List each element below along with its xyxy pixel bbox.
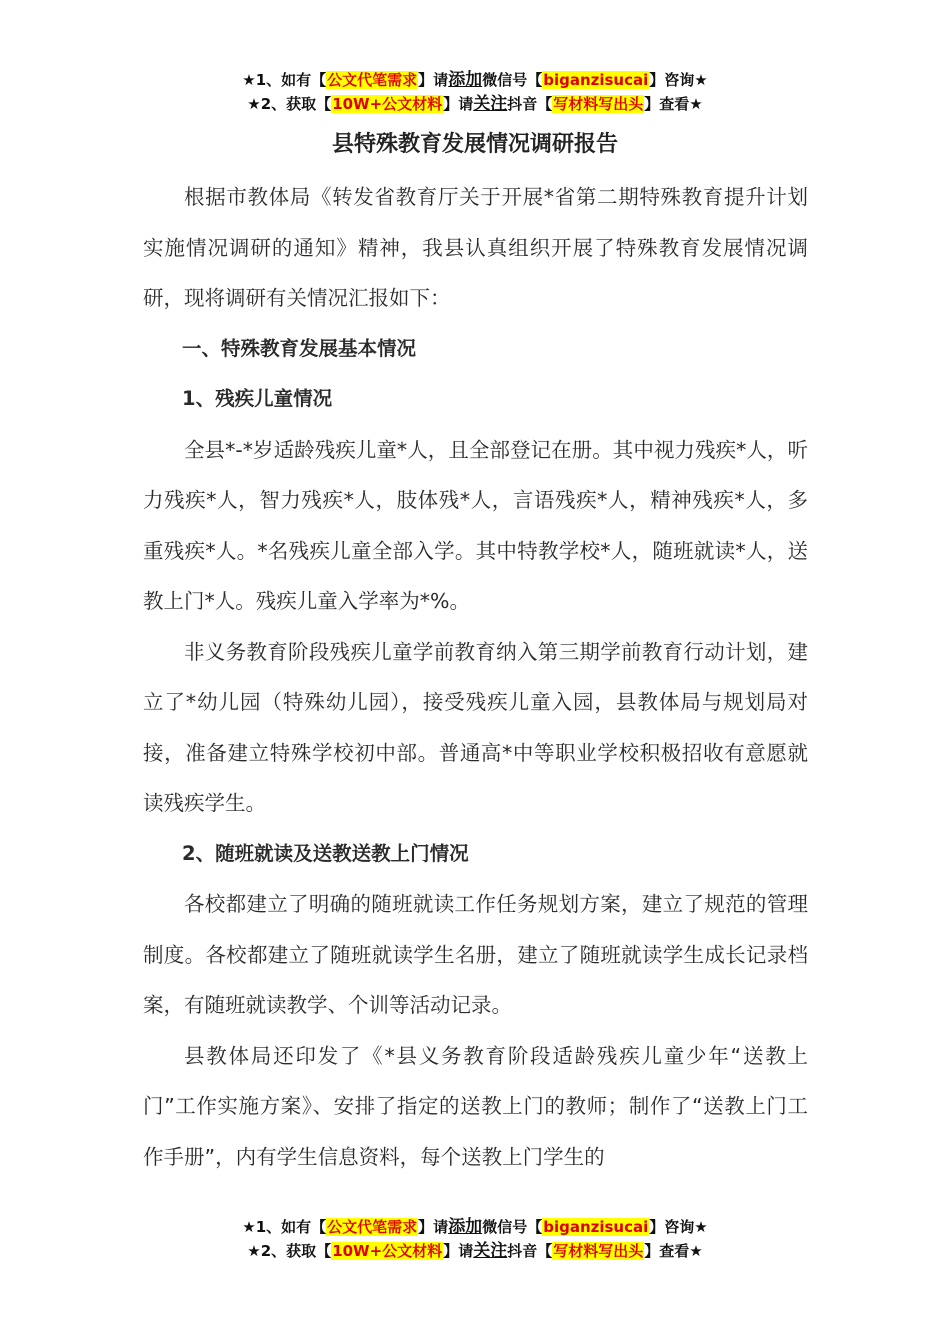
section-heading: 一、特殊教育发展基本情况 (182, 336, 417, 360)
promo-text: 抖音【 (507, 95, 553, 113)
promo-line-1 (0, 68, 950, 92)
promo-underlined-text: 关注 (473, 1241, 508, 1261)
promo-text: 】请 (418, 71, 449, 89)
promo-text: 】查看★ (644, 95, 703, 113)
document-body (143, 172, 808, 1182)
promo-text: 】查看★ (644, 1242, 703, 1260)
promo-line-2 (0, 1239, 950, 1263)
promo-highlight: 10W+公文材料 (332, 95, 443, 113)
promo-text: ★2、获取【 (247, 1242, 332, 1260)
promo-highlight: 10W+公文材料 (332, 1242, 443, 1260)
promo-text: 微信号【 (482, 71, 543, 89)
promo-highlight: 公文代笔需求 (327, 71, 418, 89)
subsection-heading: 1、残疾儿童情况 (182, 387, 333, 410)
promo-text: ★2、获取【 (247, 95, 332, 113)
promo-douyin-name: 写材料写出头 (553, 95, 644, 113)
promo-underlined-text: 添加 (448, 1217, 483, 1237)
subsection-heading: 2、随班就读及送教送教上门情况 (182, 841, 469, 865)
promo-text: 】请 (443, 1242, 474, 1260)
promo-text: ★1、如有【 (242, 71, 327, 89)
footer-promo-banner (0, 1215, 950, 1263)
document-title: 县特殊教育发展情况调研报告 (331, 132, 618, 157)
promo-text: 】请 (443, 95, 474, 113)
promo-douyin-name: 写材料写出头 (553, 1242, 644, 1260)
promo-text: 抖音【 (507, 1242, 553, 1260)
promo-underlined-text: 关注 (473, 94, 508, 114)
intro-paragraph: 根据市教体局《转发省教育厅关于开展*省第二期特殊教育提升计划实施情况调研的通知》精神，我县认真组织开展了特殊教育发展情况调研，现将调研有关情况汇报如下： (143, 185, 808, 310)
promo-line-1 (0, 1215, 950, 1239)
promo-wechat-id: biganzisucai (543, 71, 649, 89)
body-paragraph: 各校都建立了明确的随班就读工作任务规划方案，建立了规范的管理制度。各校都建立了随班就读学生名册，建立了随班就读学生成长记录档案，有随班就读教学、个训等活动记录。 (143, 892, 808, 1017)
promo-wechat-id: biganzisucai (543, 1218, 649, 1236)
promo-underlined-text: 添加 (448, 70, 483, 90)
promo-text: 微信号【 (482, 1218, 543, 1236)
body-paragraph: 全县*-*岁适龄残疾儿童*人，且全部登记在册。其中视力残疾*人，听力残疾*人，智力残疾*人，肢体残*人，言语残疾*人，精神残疾*人，多重残疾*人。*名残疾儿童全部入学。其中特教学校*人，随班就读*人，送教上门*人。残疾儿童入学率为*%。 (143, 437, 808, 613)
promo-text: 】咨询★ (649, 1218, 708, 1236)
header-promo-banner (0, 68, 950, 116)
promo-line-2 (0, 92, 950, 116)
promo-text: ★1、如有【 (242, 1218, 327, 1236)
body-paragraph: 县教体局还印发了《*县义务教育阶段适龄残疾儿童少年“送教上门”工作实施方案》、安排了指定的送教上门的教师；制作了“送教上门工作手册”，内有学生信息资料，每个送教上门学生的 (143, 1043, 808, 1169)
promo-highlight: 公文代笔需求 (327, 1218, 418, 1236)
promo-text: 】咨询★ (649, 71, 708, 89)
body-paragraph: 非义务教育阶段残疾儿童学前教育纳入第三期学前教育行动计划，建立了*幼儿园（特殊幼儿园），接受残疾儿童入园，县教体局与规划局对接，准备建立特殊学校初中部。普通高*中等职业学校积极招收有意愿就读残疾学生。 (143, 639, 808, 815)
promo-text: 】请 (418, 1218, 449, 1236)
